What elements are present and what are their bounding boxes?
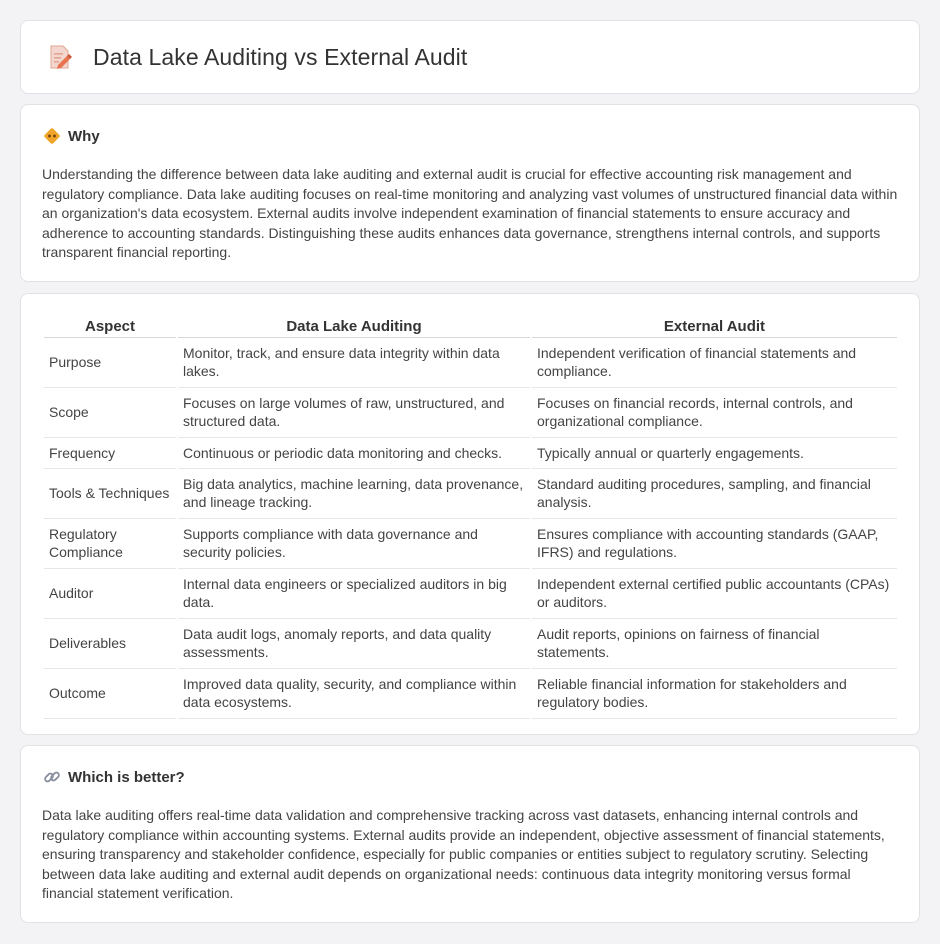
header-external-audit: External Audit	[532, 316, 897, 338]
row-external: Standard auditing procedures, sampling, and financial analysis.	[532, 469, 897, 519]
row-external: Independent external certified public accountants (CPAs) or auditors.	[532, 569, 897, 619]
row-aspect: Frequency	[44, 438, 176, 469]
row-aspect: Purpose	[44, 338, 176, 388]
which-is-better-heading: Which is better?	[68, 768, 185, 786]
row-data-lake: Internal data engineers or specialized auditors in big data.	[178, 569, 530, 619]
row-data-lake: Continuous or periodic data monitoring and checks.	[178, 438, 530, 469]
row-data-lake: Monitor, track, and ensure data integrity within data lakes.	[178, 338, 530, 388]
row-aspect: Auditor	[44, 569, 176, 619]
row-external: Independent verification of financial statements and compliance.	[532, 338, 897, 388]
comparison-table	[42, 316, 899, 719]
row-external: Reliable financial information for stakeholders and regulatory bodies.	[532, 669, 897, 719]
table-row	[44, 438, 897, 469]
header-data-lake-auditing: Data Lake Auditing	[178, 316, 530, 338]
table-row	[44, 569, 897, 619]
row-aspect: Regulatory Compliance	[44, 519, 176, 569]
document-pencil-icon	[47, 43, 73, 71]
comparison-table-card	[20, 293, 920, 735]
title-card	[20, 20, 920, 94]
table-row	[44, 619, 897, 669]
which-is-better-section	[20, 745, 920, 923]
page-title: Data Lake Auditing vs External Audit	[93, 43, 468, 70]
why-heading: Why	[68, 127, 100, 145]
row-aspect: Deliverables	[44, 619, 176, 669]
table-row	[44, 388, 897, 438]
row-external: Audit reports, opinions on fairness of financial statements.	[532, 619, 897, 669]
row-data-lake: Focuses on large volumes of raw, unstructured, and structured data.	[178, 388, 530, 438]
table-header-row	[44, 316, 897, 338]
header-aspect: Aspect	[44, 316, 176, 338]
row-data-lake: Big data analytics, machine learning, data provenance, and lineage tracking.	[178, 469, 530, 519]
link-icon	[43, 768, 61, 786]
row-data-lake: Data audit logs, anomaly reports, and data quality assessments.	[178, 619, 530, 669]
table-row	[44, 519, 897, 569]
diamond-sign-icon	[43, 127, 61, 145]
why-section	[20, 104, 920, 282]
table-row	[44, 469, 897, 519]
table-row	[44, 338, 897, 388]
row-external: Focuses on financial records, internal controls, and organizational compliance.	[532, 388, 897, 438]
row-external: Ensures compliance with accounting standards (GAAP, IFRS) and regulations.	[532, 519, 897, 569]
row-aspect: Scope	[44, 388, 176, 438]
which-is-better-text: Data lake auditing offers real-time data validation and comprehensive tracking across vast datasets, enhancing internal controls and regulatory compliance within accounting systems. External audits provide an independent, objective assessment of financial statements, ensuring transparency and stakeholder confidence, especially for public companies or entities subject to regulatory scrutiny. Selecting between data lake auditing and external audit depends on organizational needs: continuous data integrity monitoring versus formal financial statement verification.	[42, 807, 885, 902]
row-aspect: Outcome	[44, 669, 176, 719]
row-aspect: Tools & Techniques	[44, 469, 176, 519]
row-external: Typically annual or quarterly engagements.	[532, 438, 897, 469]
why-text: Understanding the difference between data lake auditing and external audit is crucial for effective accounting risk management and regulatory compliance. Data lake auditing focuses on real-time monitoring and analyzing vast volumes of unstructured financial data within an organization's data ecosystem. External audits involve independent examination of financial statements to ensure accuracy and adherence to accounting standards. Distinguishing these audits enhances data governance, strengthens internal controls, and supports transparent financial reporting.	[42, 166, 898, 261]
row-data-lake: Supports compliance with data governance and security policies.	[178, 519, 530, 569]
row-data-lake: Improved data quality, security, and compliance within data ecosystems.	[178, 669, 530, 719]
table-row	[44, 669, 897, 719]
